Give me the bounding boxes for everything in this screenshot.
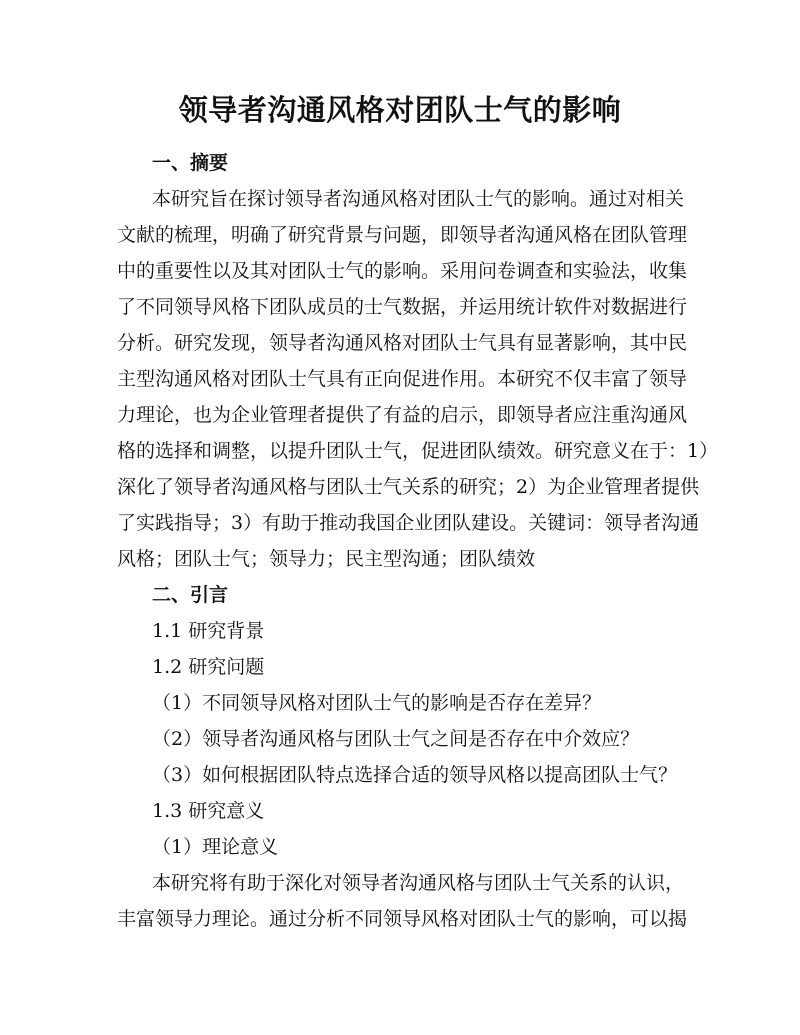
abstract-line: 格的选择和调整，以提升团队士气，促进团队绩效。研究意义在于：1） [117, 440, 719, 462]
abstract-line: 了实践指导；3）有助于推动我国企业团队建设。关键词：领导者沟通 [117, 512, 700, 534]
abstract-line: 分析。研究发现，领导者沟通风格对团队士气具有显著影响，其中民 [117, 332, 688, 354]
subsection-heading-background: 1.1 研究背景 [152, 620, 265, 642]
abstract-line: 深化了领导者沟通风格与团队士气关系的研究；2）为企业管理者提供 [117, 476, 700, 498]
subsection-heading-significance: 1.3 研究意义 [152, 800, 265, 822]
abstract-line: 本研究旨在探讨领导者沟通风格对团队士气的影响。通过对相关 [152, 188, 685, 210]
research-question-1: （1）不同领导风格对团队士气的影响是否存在差异？ [152, 692, 602, 714]
abstract-line: 了不同领导风格下团队成员的士气数据，并运用统计软件对数据进行 [117, 296, 688, 318]
document-title: 领导者沟通风格对团队士气的影响 [178, 93, 622, 127]
research-question-3: （3）如何根据团队特点选择合适的领导风格以提高团队士气？ [152, 764, 678, 786]
body-line: 丰富领导力理论。通过分析不同领导风格对团队士气的影响，可以揭 [117, 908, 688, 930]
body-line: 本研究将有助于深化对领导者沟通风格与团队士气关系的认识， [152, 872, 685, 894]
abstract-line: 主型沟通风格对团队士气具有正向促进作用。本研究不仅丰富了领导 [117, 368, 688, 390]
section-heading-introduction: 二、引言 [152, 584, 229, 606]
abstract-line: 文献的梳理，明确了研究背景与问题，即领导者沟通风格在团队管理 [117, 224, 688, 246]
section-heading-abstract: 一、摘要 [152, 152, 229, 174]
subsection-heading-questions: 1.2 研究问题 [152, 656, 265, 678]
abstract-line: 中的重要性以及其对团队士气的影响。采用问卷调查和实验法，收集 [117, 260, 688, 282]
research-question-2: （2）领导者沟通风格与团队士气之间是否存在中介效应？ [152, 728, 640, 750]
abstract-line: 力理论，也为企业管理者提供了有益的启示，即领导者应注重沟通风 [117, 404, 688, 426]
significance-item-theory: （1）理论意义 [152, 836, 279, 858]
abstract-line: 风格；团队士气；领导力；民主型沟通；团队绩效 [117, 548, 536, 570]
